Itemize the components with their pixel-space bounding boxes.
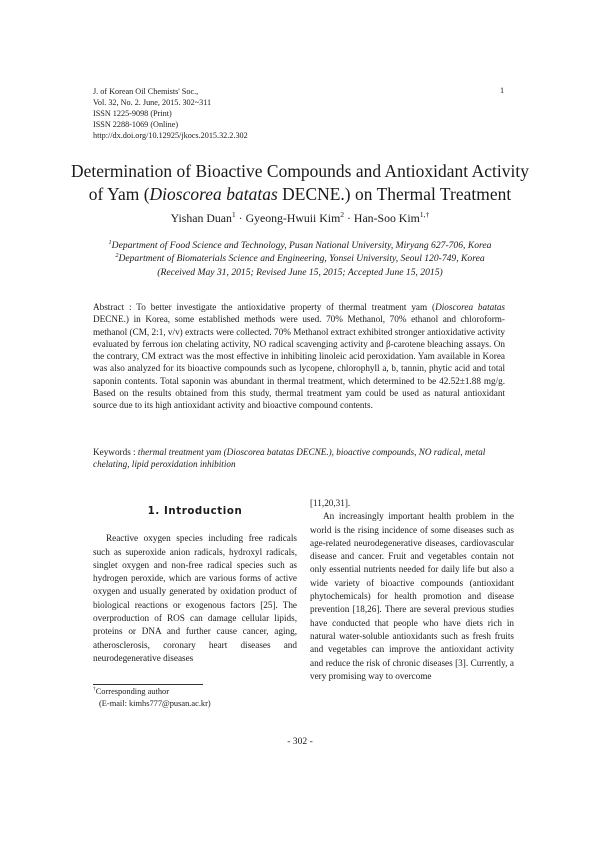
title-line-1: Determination of Bioactive Compounds and Antioxidant Activity — [70, 161, 530, 181]
author-list — [60, 211, 540, 226]
affiliations — [60, 239, 540, 279]
corresponding-author-footnote — [93, 686, 211, 710]
title-species-name: Dioscorea batatas — [149, 184, 278, 204]
journal-volume: Vol. 32, No. 2. June, 2015. 302~311 — [93, 98, 212, 107]
author-separator: · — [344, 211, 354, 225]
keywords-label: Keywords : — [93, 447, 138, 457]
title-line-2-post: DECNE.) on Thermal Treatment — [277, 184, 512, 204]
affiliation-1 — [60, 239, 540, 252]
abstract-text-1: To better investigate the antioxidative property of thermal treatment yam ( — [136, 302, 436, 312]
paper-title — [60, 160, 540, 206]
abstract-text-2: DECNE.) in Korea, some established methods were used. 70% Methanol, 70% ethanol and chloroform-methanol (CM, 2:1, v/v) extracts were collected. 70% Methanol extract exhibited stronger antioxidative activity evaluated by ferrous ion chelating activity, NO radical scavenging activity and β-carotene bleaching assays. On the contrary, CM extract was the most effective in inhibiting linoleic acid peroxidation. Yam available in Korea was also analyzed for its bioactive compounds such as lycopene, chlorophyll a, b, tannin, phytic acid and total saponin contents. Total saponin was abundant in thermal treatment, which determined to be 42.52±1.88 mg/g. Based on the results obtained from this study, thermal treatment yam could be used as natural antioxidant source due to its high antioxidant activity and bioactive compound contents. — [93, 314, 505, 411]
footnote-text: Corresponding author — [95, 687, 169, 696]
citation-continuation: [11,20,31]. — [310, 498, 351, 508]
author-1-affil: 1 — [231, 210, 236, 220]
title-line-2-pre: of Yam ( — [88, 184, 150, 204]
doi-link[interactable]: http://dx.doi.org/10.12925/jkocs.2015.32.2.302 — [93, 131, 248, 140]
left-column — [93, 497, 297, 665]
affiliation-2 — [60, 252, 540, 265]
author-2: Gyeong-Hwuii Kim — [245, 211, 341, 225]
keywords — [93, 446, 505, 471]
author-1: Yishan Duan — [170, 211, 232, 225]
affiliation-1-text: Department of Food Science and Technology, Pusan National University, Miryang 627-706, Korea — [111, 240, 492, 251]
abstract-species-name: Dioscorea batatas — [435, 302, 505, 312]
journal-info — [93, 86, 248, 141]
affiliation-2-text: Department of Biomaterials Science and Engineering, Yonsei University, Seoul 120-749, Korea — [118, 253, 485, 265]
affiliation-2-mark: 2 — [115, 252, 119, 260]
author-2-affil: 2 — [340, 210, 345, 220]
right-column — [310, 497, 514, 683]
page-footer-number: - 302 - — [287, 736, 313, 747]
keywords-text: thermal treatment yam (Dioscorea batatas DECNE.), bioactive compounds, NO radical, metal chelating, lipid peroxidation inhibition — [93, 447, 486, 470]
issn-print: ISSN 1225-9098 (Print) — [93, 109, 172, 118]
received-dates: (Received May 31, 2015; Revised June 15, 2015; Accepted June 15, 2015) — [157, 266, 443, 278]
footnote-line-1 — [93, 686, 211, 698]
author-3-affil: 1,† — [419, 210, 430, 220]
abstract — [93, 301, 505, 412]
author-separator: · — [235, 211, 246, 225]
footnote-divider — [93, 684, 203, 685]
header-page-number: 1 — [500, 86, 505, 95]
issn-online: ISSN 2288-1069 (Online) — [93, 120, 179, 129]
affiliation-1-mark: 1 — [108, 238, 112, 246]
author-3: Han-Soo Kim — [353, 211, 420, 225]
dagger-mark: † — [93, 686, 96, 693]
journal-name: J. of Korean Oil Chemists' Soc., — [93, 87, 199, 96]
intro-paragraph-2: An increasingly important health problem in the world is the rising incidence of some diseases such as age-related neurodegenerative diseases, cardiovascular disease and cancer. Fruit and vegetables contain not only essential nutrients needed for daily life but also a wide variety of bioactive compounds (antioxidant phytochemicals) for health promotion and disease prevention [18,26]. There are several previous studies have conducted that people who have diets rich in natural water-soluble antioxidants such as fresh fruits and vegetables can improve the antioxidant activity and reduce the risk of chronic diseases [3]. Currently, a very promising way to overcome — [310, 511, 514, 681]
intro-paragraph-1: Reactive oxygen species including free radicals such as superoxide anion radicals, hydroxyl radicals, singlet oxygen and non-free radical species such as hydrogen peroxide, which are various forms of active oxygen and usually generated by oxidation product of biological reactions or exogenous factors [25]. The overproduction of ROS can damage cellular lipids, proteins or DNA and further cause cancer, aging, atherosclerosis, coronary heart diseases and neurodegenerative diseases — [93, 533, 297, 663]
corresponding-email[interactable]: (E-mail: kimhs777@pusan.ac.kr) — [99, 699, 211, 708]
abstract-label: Abstract : — [93, 302, 137, 312]
title-line-2 — [60, 183, 540, 206]
section-heading-introduction: 1. Introduction — [147, 506, 243, 517]
